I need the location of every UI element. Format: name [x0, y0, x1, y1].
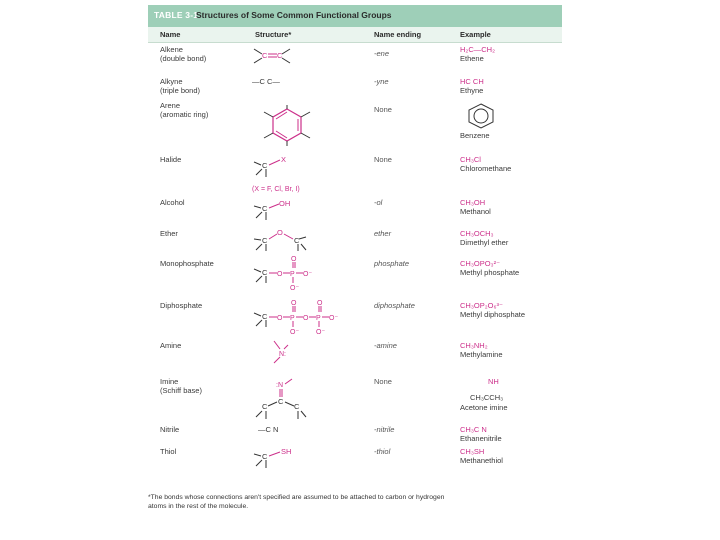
name-line: Alkyne	[160, 77, 183, 86]
svg-text:O⁻: O⁻	[316, 329, 326, 336]
example-name: Chloromethane	[460, 164, 512, 173]
row-ending: -amine	[374, 341, 397, 350]
example-formula: CH₃C N	[460, 425, 487, 434]
table-row	[148, 375, 562, 423]
svg-text:C: C	[278, 397, 284, 406]
example-name: Methylamine	[460, 350, 503, 359]
table-row	[148, 339, 562, 369]
row-name: Thiol	[160, 447, 177, 456]
row-ending: phosphate	[374, 259, 410, 268]
arene-structure	[252, 105, 322, 147]
example-name: Methyl diphosphate	[460, 310, 526, 319]
row-name: Alcohol	[160, 198, 185, 207]
monophosphate-structure	[248, 255, 368, 291]
row-ending: -yne	[374, 77, 389, 86]
table-row	[148, 447, 562, 475]
halide-note: (X = F, Cl, Br, I)	[252, 186, 300, 193]
row-example	[460, 341, 503, 359]
svg-text:O: O	[291, 256, 297, 263]
row-example: Benzene	[460, 131, 490, 140]
row-example	[460, 198, 491, 216]
row-ending: -thiol	[374, 447, 391, 456]
example-formula: CH₃OP₂O₆³⁻	[460, 301, 503, 310]
table-row	[148, 227, 562, 255]
example-name: Methanethiol	[460, 456, 503, 465]
table-row	[148, 198, 562, 226]
table-row	[148, 293, 562, 337]
row-name	[160, 377, 202, 395]
table-row	[148, 255, 562, 291]
svg-text:O: O	[303, 315, 309, 322]
svg-text:O: O	[317, 300, 323, 307]
svg-text:P: P	[316, 315, 321, 322]
imine-structure	[248, 375, 368, 423]
table-row	[148, 77, 562, 101]
example-name: Methanol	[460, 207, 491, 216]
example-formula: CH₃OPO₃²⁻	[460, 259, 501, 268]
example-name: Acetone imine	[460, 403, 508, 412]
halide-structure	[248, 155, 368, 183]
name-line: Alkene	[160, 45, 183, 54]
svg-text:C: C	[262, 236, 268, 245]
row-example	[460, 425, 502, 443]
alkyne-structure: —C C—	[252, 77, 280, 86]
amine-label: N:	[279, 351, 286, 358]
row-name: Monophosphate	[160, 259, 214, 268]
svg-text:O⁻: O⁻	[303, 271, 313, 278]
name-line: (triple bond)	[160, 86, 201, 95]
table-title: Structures of Some Common Functional Groups	[196, 10, 392, 20]
svg-text:C: C	[277, 51, 283, 60]
svg-text:C: C	[262, 204, 268, 213]
svg-text:C: C	[262, 452, 268, 461]
row-ending: ether	[374, 229, 392, 238]
svg-text:O⁻: O⁻	[290, 285, 300, 291]
table-row	[148, 425, 562, 449]
table-row	[148, 155, 562, 195]
svg-text:C: C	[262, 268, 268, 277]
footnote-line: *The bonds whose connections aren't specified are assumed to be attached to carbon or hydrogen	[148, 494, 445, 501]
row-ending: None	[374, 377, 392, 386]
example-formula: CH₃OCH₃	[460, 229, 494, 238]
ether-label: O	[277, 228, 283, 237]
ether-structure	[248, 227, 368, 253]
example-formula: CH₃NH₂	[460, 341, 488, 350]
svg-text:O: O	[277, 315, 283, 322]
row-example	[460, 229, 508, 247]
name-line: (double bond)	[160, 54, 207, 63]
svg-text:O⁻: O⁻	[290, 329, 300, 336]
row-name	[160, 101, 208, 119]
column-header-ending: Name ending	[374, 30, 422, 39]
svg-text:C: C	[294, 402, 300, 411]
column-header-structure: Structure*	[255, 30, 292, 39]
name-line: Imine	[160, 377, 179, 386]
alkene-structure	[248, 45, 368, 71]
footnote-line: atoms in the rest of the molecule.	[148, 503, 249, 510]
row-ending: -nitrile	[374, 425, 395, 434]
name-line: Arene	[160, 101, 181, 110]
row-example	[460, 155, 511, 173]
example-name: Ethyne	[460, 86, 484, 95]
table-footnote	[148, 493, 562, 511]
diphosphate-structure	[248, 293, 378, 337]
thiol-structure	[248, 447, 368, 475]
row-ending: diphosphate	[374, 301, 415, 310]
example-name: Ethene	[460, 54, 484, 63]
row-example	[460, 301, 525, 319]
functional-groups-table	[148, 5, 562, 515]
svg-text:C: C	[262, 51, 268, 60]
row-name	[160, 45, 206, 63]
svg-text:P: P	[290, 315, 295, 322]
row-name: Diphosphate	[160, 301, 203, 310]
row-example	[460, 259, 519, 277]
imine-label: :N	[276, 382, 283, 389]
halide-label: X	[281, 155, 287, 164]
svg-text:P: P	[290, 271, 295, 278]
row-ending: None	[374, 105, 392, 114]
amine-structure	[248, 339, 368, 369]
name-line: (Schiff base)	[160, 386, 202, 395]
table-row	[148, 101, 562, 147]
table-number: TABLE 3-1	[154, 10, 199, 20]
row-ending: None	[374, 155, 392, 164]
example-name: Methyl phosphate	[460, 268, 520, 277]
row-example	[460, 45, 495, 63]
example-formula: CH₃Cl	[460, 155, 481, 164]
table-row	[148, 45, 562, 71]
nitrile-structure: —C N	[258, 425, 279, 434]
alcohol-structure	[248, 198, 368, 224]
row-name: Amine	[160, 341, 182, 350]
column-header-name: Name	[160, 30, 181, 39]
svg-text:O: O	[291, 300, 297, 307]
example-formula: H₂C—CH₂	[460, 45, 495, 54]
row-name	[160, 77, 200, 95]
row-example	[460, 77, 484, 95]
example-formula: CH₃OH	[460, 198, 486, 207]
row-example	[460, 447, 503, 465]
row-name: Nitrile	[160, 425, 180, 434]
table-banner	[148, 5, 562, 27]
example-name: Ethanenitrile	[460, 434, 502, 443]
svg-text:C: C	[262, 312, 268, 321]
example-name: Dimethyl ether	[460, 238, 509, 247]
row-name: Ether	[160, 229, 178, 238]
thiol-label: SH	[281, 447, 292, 456]
imine-example-group: NH	[488, 377, 499, 386]
svg-text:O⁻: O⁻	[329, 315, 339, 322]
svg-text:C: C	[294, 236, 300, 245]
svg-text:C: C	[262, 402, 268, 411]
example-formula: CH₃SH	[460, 447, 485, 456]
svg-text:O: O	[277, 271, 283, 278]
benzene-ring-icon	[464, 103, 498, 129]
example-formula: HC CH	[460, 77, 484, 86]
svg-text:C: C	[262, 161, 268, 170]
row-name: Halide	[160, 155, 182, 164]
name-line: (aromatic ring)	[160, 110, 209, 119]
column-headers	[148, 27, 562, 43]
row-ending: -ene	[374, 49, 390, 58]
row-ending: -ol	[374, 198, 383, 207]
alcohol-label: OH	[279, 199, 291, 208]
imine-example-formula: CH₃CCH₃	[470, 393, 504, 402]
column-header-example: Example	[460, 30, 491, 39]
